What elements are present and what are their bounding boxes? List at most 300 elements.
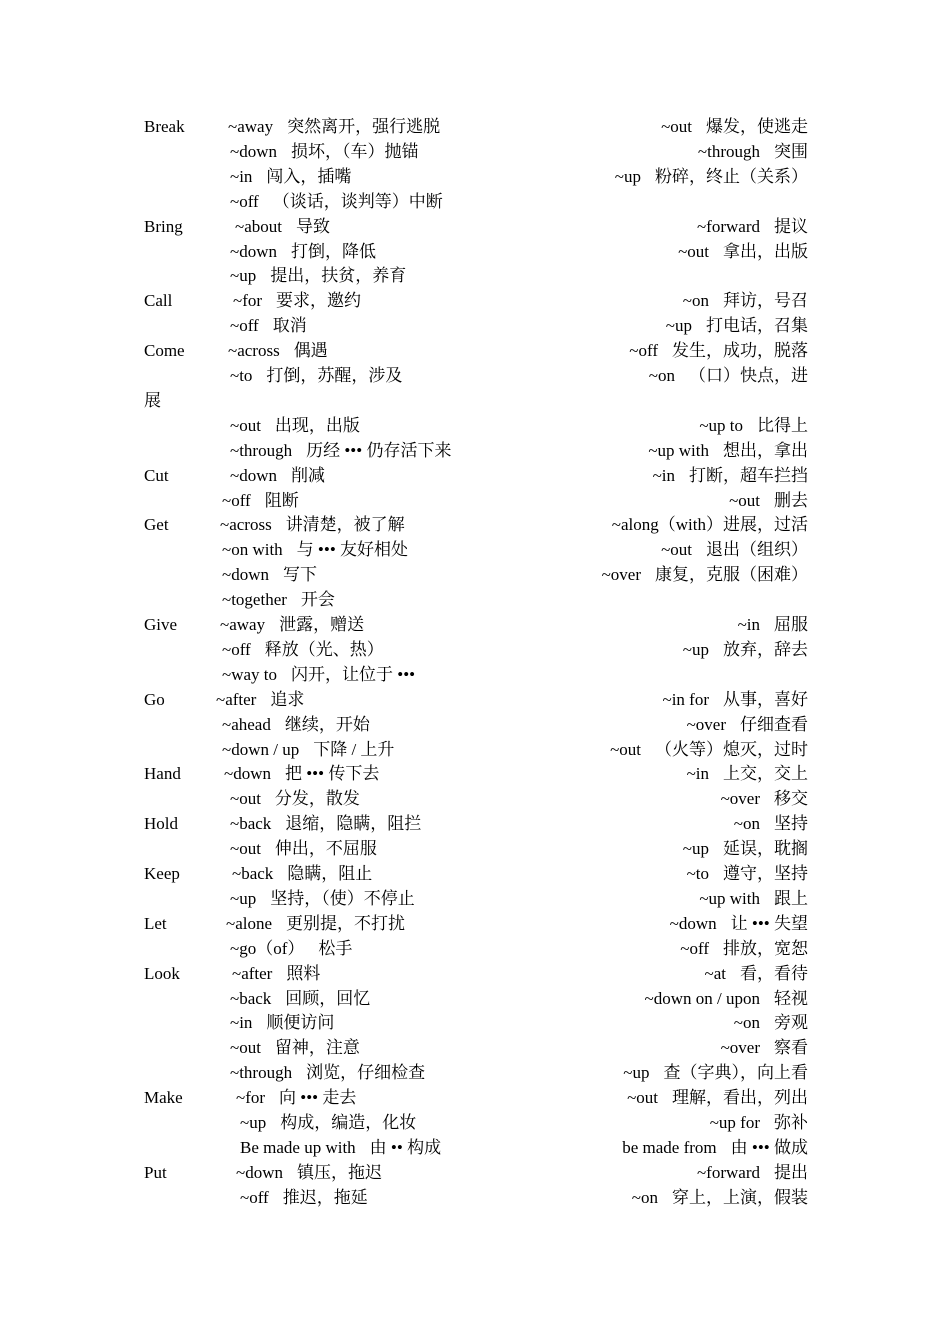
phrase: Be made up with (240, 1137, 356, 1157)
right-entry (698, 139, 808, 164)
left-entry (230, 413, 360, 438)
meaning: 旁观 (774, 1013, 808, 1033)
phrase-row (144, 313, 808, 338)
right-entry (697, 214, 808, 239)
meaning: 取消 (272, 316, 307, 336)
meaning: 阻断 (264, 490, 299, 510)
phrase: ~out (729, 490, 760, 510)
right-entry (721, 786, 808, 811)
meaning: 轻视 (774, 988, 808, 1008)
meaning: 打电话，召集 (706, 316, 808, 336)
left-entry (230, 239, 376, 264)
meaning: 导致 (295, 216, 330, 236)
right-entry (623, 1060, 808, 1085)
phrase: ~down (669, 913, 717, 933)
headword: Go (144, 689, 165, 709)
meaning: 闯入，插嘴 (266, 166, 352, 186)
phrase: ~up (240, 1113, 267, 1132)
meaning: 察看 (774, 1038, 808, 1058)
meaning: 穿上，上演，假装 (672, 1187, 808, 1207)
phrase-row (144, 861, 808, 886)
headword: Hold (144, 814, 178, 834)
phrase-row (144, 338, 808, 363)
phrase: ~up with (699, 888, 760, 908)
left-entry (230, 139, 418, 164)
meaning: 闪开，让位于 ••• (291, 664, 416, 684)
phrase: ~in (652, 465, 675, 485)
right-entry (612, 512, 808, 537)
phrase: ~off (629, 341, 658, 361)
phrase: ~off (222, 639, 251, 659)
phrase-row (144, 1010, 808, 1035)
phrase-row (144, 512, 808, 537)
phrase: ~out (230, 1038, 261, 1058)
left-entry (230, 936, 352, 961)
meaning: 向 ••• 走去 (279, 1088, 357, 1108)
right-entry (663, 687, 809, 712)
meaning: 偶遇 (293, 341, 328, 361)
left-entry (222, 562, 317, 587)
phrase: ~in for (662, 689, 709, 709)
meaning: 削减 (290, 465, 325, 485)
left-entry (226, 911, 405, 936)
phrase-row (144, 612, 808, 637)
phrase: ~along（with）进展，过活 (611, 515, 808, 535)
phrase-row (144, 1160, 808, 1185)
meaning: （谈话，谈判等）中断 (272, 191, 443, 211)
phrase-row (144, 1060, 808, 1085)
left-entry (230, 836, 377, 861)
phrase: ~up for (709, 1113, 760, 1132)
phrase: ~up with (648, 440, 709, 460)
meaning: 比得上 (757, 415, 808, 435)
phrase-row (144, 961, 808, 986)
right-entry (653, 463, 808, 488)
meaning: 损坏，（车）抛锚 (290, 141, 419, 161)
phrase-row (144, 114, 808, 139)
phrase: ~away (228, 117, 274, 136)
phrase-row (144, 463, 808, 488)
meaning: 释放（光、热） (264, 639, 384, 659)
right-entry (629, 338, 808, 363)
phrase: ~back (232, 864, 274, 883)
meaning: 遵守，坚持 (723, 864, 808, 883)
meaning: 隐瞒，阻止 (287, 864, 373, 883)
meaning: 写下 (282, 565, 317, 585)
meaning: 打倒，降低 (290, 241, 376, 261)
left-entry (222, 637, 384, 662)
left-entry (236, 1085, 356, 1110)
phrase: ~off (240, 1187, 269, 1207)
phrase: ~out (230, 789, 261, 809)
headword: Make (144, 1088, 183, 1108)
phrase: ~out (610, 739, 641, 759)
left-entry (222, 537, 408, 562)
right-entry (615, 164, 808, 189)
phrase: ~to (686, 864, 709, 883)
phrase-row (144, 263, 808, 288)
right-entry (661, 114, 808, 139)
phrase: ~at (704, 963, 726, 983)
left-entry (222, 737, 394, 762)
phrase: ~after (232, 963, 273, 983)
meaning: 退缩，隐瞒，阻拦 (285, 814, 422, 834)
meaning: 看，看待 (740, 963, 808, 983)
headword: Let (144, 913, 167, 933)
left-entry (240, 1135, 441, 1160)
left-entry (230, 1060, 425, 1085)
meaning: 理解，看出，列出 (672, 1088, 808, 1108)
right-entry (734, 811, 808, 836)
headword: Come (144, 341, 185, 361)
meaning: 把 ••• 传下去 (284, 764, 380, 784)
right-entry (710, 1110, 808, 1135)
meaning: 粉碎，终止（关系） (655, 166, 808, 186)
phrase-row (144, 214, 808, 239)
left-entry (228, 338, 328, 363)
right-entry (697, 1160, 808, 1185)
right-entry (610, 737, 808, 762)
meaning: 浏览，仔细检查 (306, 1063, 426, 1083)
phrase: ~on (648, 366, 675, 385)
phrase-row (144, 836, 808, 861)
phrase: ~away (220, 615, 266, 634)
right-entry (687, 861, 808, 886)
meaning: 突围 (774, 141, 808, 161)
meaning: 留神，注意 (274, 1038, 360, 1058)
meaning: 回顾，回忆 (285, 988, 371, 1008)
phrase-row (144, 712, 808, 737)
headword: Keep (144, 864, 180, 883)
meaning: 康复，克服（困难） (655, 565, 808, 585)
phrase: ~out (230, 839, 261, 859)
left-entry (230, 1010, 334, 1035)
right-entry (699, 413, 808, 438)
phrase: ~across (228, 341, 280, 361)
phrase: ~down (230, 465, 277, 485)
phrase-row (144, 1085, 808, 1110)
phrase: ~down (224, 764, 271, 784)
left-entry (220, 612, 364, 637)
meaning: 上交，交上 (723, 764, 808, 784)
phrase: ~about (235, 216, 282, 236)
phrase-row (144, 687, 808, 712)
meaning: 推迟，拖延 (282, 1187, 368, 1207)
phrase: ~in (230, 1013, 253, 1033)
right-entry (678, 239, 808, 264)
meaning: 打断，超车拦挡 (689, 465, 808, 485)
phrase-row (144, 1185, 808, 1210)
left-entry (232, 961, 320, 986)
meaning: 坚持 (774, 814, 808, 834)
phrase: ~forward (696, 1162, 760, 1182)
phrase: ~across (220, 515, 272, 535)
phrase-row (144, 886, 808, 911)
phrase: ~in (737, 615, 760, 634)
phrase: ~together (222, 590, 287, 610)
phrase: be made from (622, 1137, 717, 1157)
right-entry (666, 313, 808, 338)
phrase-row (144, 388, 808, 413)
headword: Cut (144, 465, 169, 485)
right-entry (627, 1085, 808, 1110)
phrase-row (144, 537, 808, 562)
meaning: 查（字典），向上看 (663, 1063, 808, 1083)
phrase: ~in (686, 764, 709, 784)
meaning: 拜访，号召 (723, 291, 808, 311)
headword: Get (144, 515, 169, 535)
right-entry (687, 761, 808, 786)
right-entry (680, 936, 808, 961)
phrase: ~back (230, 814, 272, 834)
phrase-row (144, 562, 808, 587)
headword: 展 (144, 390, 161, 410)
phrase: ~back (230, 988, 272, 1008)
headword: Give (144, 615, 178, 634)
meaning: 由 ••• 做成 (730, 1137, 808, 1157)
left-entry (222, 712, 370, 737)
phrase-row (144, 662, 808, 687)
phrase-row (144, 986, 808, 1011)
right-entry (721, 1035, 808, 1060)
meaning: 提出 (774, 1162, 808, 1182)
phrase: ~off (680, 938, 709, 958)
headword: Call (144, 291, 173, 311)
meaning: 仔细查看 (740, 714, 808, 734)
meaning: 提出，扶贫，养育 (270, 266, 407, 286)
phrase: ~down on / upon (644, 988, 760, 1008)
phrase: ~through (697, 141, 760, 161)
headword: Break (144, 117, 185, 136)
meaning: 爆发，使逃走 (706, 117, 808, 136)
meaning: 删去 (774, 490, 808, 510)
meaning: 坚持，（使）不停止 (270, 888, 415, 908)
left-entry (222, 662, 415, 687)
phrase: ~forward (696, 216, 760, 236)
meaning: 更别提，不打扰 (286, 913, 406, 933)
phrase: ~up (230, 888, 257, 908)
phrase: ~on with (222, 540, 283, 560)
right-entry (632, 1185, 808, 1210)
phrase: ~over (601, 565, 641, 585)
phrase-row (144, 1035, 808, 1060)
left-entry (228, 114, 440, 139)
phrase: ~for (236, 1088, 266, 1108)
left-entry (230, 463, 325, 488)
phrase: ~for (233, 291, 263, 311)
right-entry (649, 363, 808, 388)
headword: Put (144, 1162, 167, 1182)
left-entry (230, 886, 415, 911)
phrase-row (144, 637, 808, 662)
left-entry (230, 986, 370, 1011)
phrase-row (144, 811, 808, 836)
left-entry (232, 861, 372, 886)
phrase: ~after (216, 689, 257, 709)
meaning: 照料 (286, 963, 321, 983)
meaning: 与 ••• 友好相处 (296, 540, 409, 560)
phrase: ~on (682, 291, 709, 311)
phrase: ~over (720, 1038, 760, 1058)
meaning: 镇压，拖迟 (296, 1162, 382, 1182)
phrase: ~up (623, 1063, 650, 1083)
left-entry (230, 164, 351, 189)
left-entry (222, 488, 299, 513)
phrase: ~down (230, 241, 277, 261)
right-entry (699, 886, 808, 911)
phrase: ~out (230, 415, 261, 435)
left-entry (240, 1185, 368, 1210)
phrase: ~up (682, 639, 709, 659)
meaning: 提议 (774, 216, 808, 236)
meaning: 构成，编造，化妆 (280, 1113, 417, 1132)
left-entry (235, 214, 330, 239)
left-entry (230, 1035, 360, 1060)
meaning: 打倒，苏醒，涉及 (266, 366, 403, 385)
phrase: ~off (222, 490, 251, 510)
meaning: 泄露，赠送 (279, 615, 365, 634)
meaning: 下降 / 上升 (313, 739, 395, 759)
right-entry (683, 288, 808, 313)
phrase: ~through (230, 440, 293, 460)
phrase-row (144, 438, 808, 463)
phrase: ~on (733, 814, 760, 834)
meaning: 拿出，出版 (723, 241, 808, 261)
phrase-row (144, 189, 808, 214)
headword: Bring (144, 216, 183, 236)
right-entry (734, 1010, 808, 1035)
meaning: 放弃，辞去 (723, 639, 808, 659)
phrase-row (144, 488, 808, 513)
phrase: ~go（of） (230, 938, 305, 958)
phrase-row (144, 288, 808, 313)
phrase: ~up (665, 316, 692, 336)
left-entry (230, 363, 402, 388)
meaning: 延误，耽搁 (723, 839, 808, 859)
phrase-row (144, 587, 808, 612)
meaning: 继续，开始 (284, 714, 370, 734)
phrase: ~up to (699, 415, 743, 435)
phrase: ~on (733, 1013, 760, 1033)
headword: Look (144, 963, 180, 983)
phrase: ~up (682, 839, 709, 859)
meaning: 从事，喜好 (723, 689, 808, 709)
phrase: ~up (614, 166, 641, 186)
phrase-row (144, 911, 808, 936)
left-entry (224, 761, 379, 786)
phrase-row (144, 413, 808, 438)
phrase: ~down / up (222, 739, 300, 759)
phrase: ~off (230, 316, 259, 336)
phrase: ~down (222, 565, 269, 585)
left-entry (230, 811, 421, 836)
meaning: 想出，拿出 (723, 440, 808, 460)
right-entry (622, 1135, 808, 1160)
meaning: 让 ••• 失望 (730, 913, 808, 933)
meaning: 屈服 (774, 615, 808, 634)
right-entry (683, 637, 808, 662)
phrase-row (144, 786, 808, 811)
phrase: ~off (230, 191, 259, 211)
meaning: 突然离开，强行逃脱 (287, 117, 441, 136)
right-entry (670, 911, 808, 936)
right-entry (705, 961, 808, 986)
right-entry (729, 488, 808, 513)
left-entry (230, 313, 307, 338)
phrase: ~to (230, 366, 253, 385)
phrase: ~out (627, 1088, 658, 1108)
phrase-row (144, 1135, 808, 1160)
left-entry (230, 786, 360, 811)
meaning: 要求，邀约 (276, 291, 362, 311)
phrase: ~out (678, 241, 709, 261)
right-entry (661, 537, 808, 562)
meaning: 弥补 (774, 1113, 808, 1132)
phrase-row (144, 164, 808, 189)
meaning: 追求 (270, 689, 305, 709)
left-entry (220, 512, 405, 537)
meaning: （火等）熄灭，过时 (655, 739, 808, 759)
phrase: ~alone (226, 913, 273, 933)
meaning: 发生，成功，脱落 (672, 341, 808, 361)
left-entry (230, 438, 451, 463)
phrase: ~in (230, 166, 253, 186)
meaning: 分发，散发 (274, 789, 360, 809)
left-entry (236, 1160, 382, 1185)
phrase: ~way to (222, 664, 277, 684)
right-entry (738, 612, 808, 637)
right-entry (687, 712, 808, 737)
phrase-row (144, 139, 808, 164)
phrase: ~out (661, 540, 692, 560)
phrase-row (144, 1110, 808, 1135)
phrase: ~out (661, 117, 692, 136)
phrase: ~down (236, 1162, 283, 1182)
meaning: 讲清楚，被了解 (285, 515, 405, 535)
meaning: 由 •• 构成 (369, 1137, 442, 1157)
phrase: ~down (230, 141, 277, 161)
meaning: 退出（组织） (706, 540, 808, 560)
meaning: 伸出，不屈服 (274, 839, 377, 859)
phrase: ~through (230, 1063, 293, 1083)
phrase-row (144, 737, 808, 762)
right-entry (683, 836, 808, 861)
phrase: ~over (720, 789, 760, 809)
meaning: 跟上 (774, 888, 808, 908)
left-entry (233, 288, 361, 313)
right-entry (602, 562, 808, 587)
meaning: 移交 (774, 789, 808, 809)
phrase: ~ahead (222, 714, 271, 734)
phrase: ~over (686, 714, 726, 734)
meaning: 开会 (300, 590, 335, 610)
right-entry (648, 438, 808, 463)
meaning: （口）快点，进 (689, 366, 808, 385)
left-entry (240, 1110, 416, 1135)
left-entry (216, 687, 304, 712)
phrase-row (144, 936, 808, 961)
phrase-row (144, 761, 808, 786)
meaning: 出现，出版 (274, 415, 360, 435)
phrase-row (144, 363, 808, 388)
left-entry (230, 263, 406, 288)
left-entry (222, 587, 335, 612)
phrase: ~up (230, 266, 257, 286)
meaning: 历经 ••• 仍存活下来 (306, 440, 452, 460)
headword: Hand (144, 764, 181, 784)
meaning: 顺便访问 (266, 1013, 335, 1033)
right-entry (645, 986, 808, 1011)
